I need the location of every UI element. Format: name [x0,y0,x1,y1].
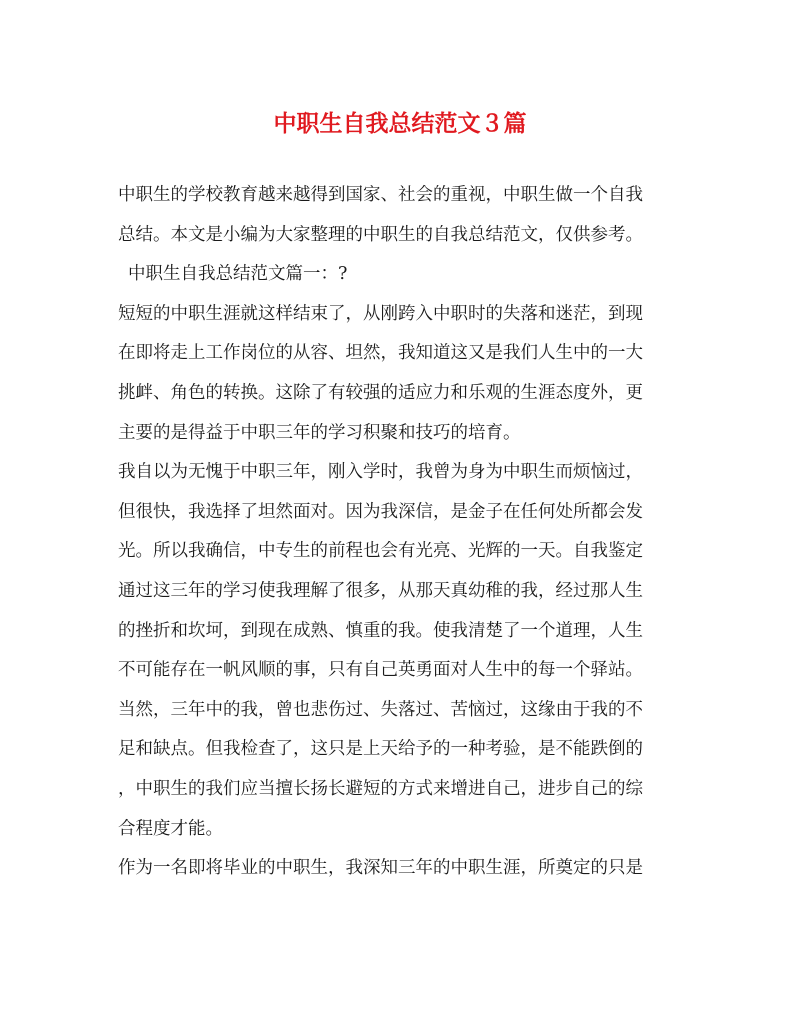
text-line: 光。所以我确信，中专生的前程也会有光亮、光辉的一天。自我鉴定 [118,541,643,562]
text-line: 我自以为无愧于中职三年，刚入学时，我曾为身为中职生而烦恼过， [118,462,643,483]
section-heading: 中职生自我总结范文篇一：? [128,264,348,285]
text-line: 主要的是得益于中职三年的学习积聚和技巧的培育。 [118,422,521,443]
text-line: 当然，三年中的我，曾也悲伤过、失落过、苦恼过，这缘由于我的不 [118,699,643,720]
text-line: 挑衅、角色的转换。这除了有较强的适应力和乐观的生涯态度外，更 [118,382,643,403]
document-title: 中职生自我总结范文３篇 [273,110,527,137]
text-line: 足和缺点。但我检查了，这只是上天给予的一种考验，是不能跌倒的 [118,739,643,760]
text-line: 但很快，我选择了坦然面对。因为我深信，是金子在任何处所都会发 [118,501,643,522]
document-body [118,176,690,889]
text-line: 总结。本文是小编为大家整理的中职生的自我总结范文，仅供参考。 [118,224,643,245]
text-line: 在即将走上工作岗位的从容、坦然，我知道这又是我们人生中的一大 [118,343,643,364]
text-line: 的挫折和坎坷，到现在成熟、慎重的我。使我清楚了一个道理，人生 [118,620,643,641]
text-line: 不可能存在一帆风顺的事，只有自己英勇面对人生中的每一个驿站。 [118,660,643,681]
text-line: 通过这三年的学习使我理解了很多，从那天真幼稚的我，经过那人生 [118,580,643,601]
text-line: 合程度才能。 [118,818,223,839]
text-line: 作为一名即将毕业的中职生，我深知三年的中职生涯，所奠定的只是 [118,858,643,879]
text-line: ，中职生的我们应当擅长扬长避短的方式来增进自己，进步自己的综 [118,778,643,799]
text-line: 短短的中职生涯就这样结束了，从刚跨入中职时的失落和迷茫，到现 [118,303,643,324]
text-line: 中职生的学校教育越来越得到国家、社会的重视，中职生做一个自我 [118,185,643,205]
